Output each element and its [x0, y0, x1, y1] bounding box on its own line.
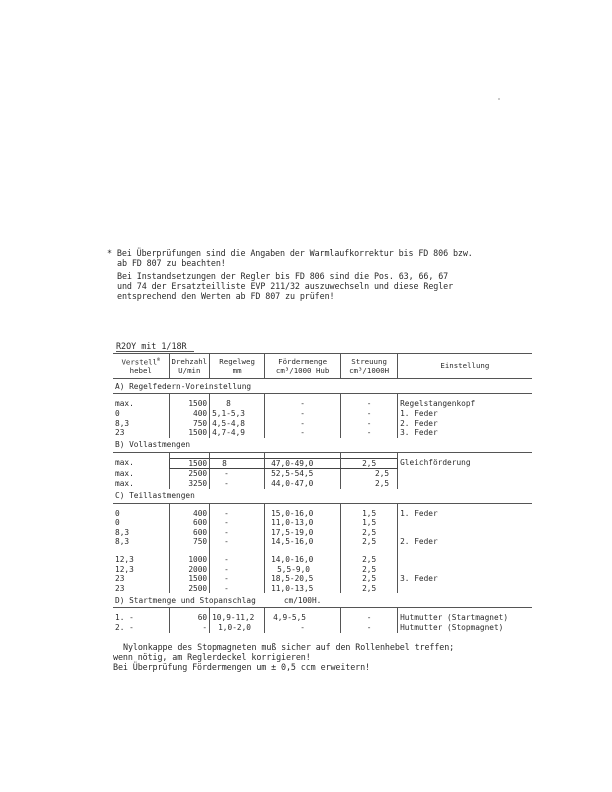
cell-hebel: 23	[115, 574, 125, 584]
cell-drehzahl: 1500	[169, 399, 210, 409]
cell-streuung: 2,5	[341, 469, 398, 479]
cell-hebel: 8,3	[115, 537, 130, 547]
cell-hebel: 23	[115, 428, 125, 438]
section-c-title: C) Teillastmengen	[115, 491, 195, 501]
cell-menge: 5,5-9,0	[265, 565, 341, 575]
table-row	[113, 528, 532, 538]
table-header-row	[113, 354, 532, 379]
cell-streuung: 1,5	[341, 518, 398, 528]
cell-hebel: 2. -	[115, 622, 134, 632]
cell-hebel: max.	[115, 399, 134, 409]
table-row	[113, 565, 532, 575]
footer-line-1: Nylonkappe des Stopmagneten muß sicher auf den Rollenhebel treffen;	[123, 642, 455, 652]
cell-drehzahl: 3250	[169, 479, 210, 489]
cell-menge: -	[265, 419, 341, 429]
cell-hebel: max.	[115, 479, 134, 489]
cell-hebel: 0	[115, 409, 120, 419]
cell-menge: -	[265, 428, 341, 438]
table-row	[113, 469, 532, 479]
cell-menge: 15,0-16,0	[265, 509, 341, 519]
cell-drehzahl: 400	[169, 509, 210, 519]
cell-einstellung: 1. Feder	[398, 509, 532, 519]
cell-drehzahl: 1500	[169, 428, 210, 438]
cell-einstellung	[398, 565, 532, 575]
header-regelweg: Regelweg mm	[210, 354, 265, 379]
cell-einstellung	[398, 555, 532, 565]
cell-drehzahl: 2500	[169, 584, 210, 594]
section-a-title: A) Regelfedern-Voreinstellung	[115, 381, 252, 391]
cell-hebel: 0	[115, 518, 120, 528]
cell-einstellung: Hutmutter (Startmagnet)	[398, 613, 532, 623]
cell-menge: 14,5-16,0	[265, 537, 341, 547]
cell-regelweg: 8	[210, 399, 265, 409]
table-row	[113, 584, 532, 594]
cell-hebel: max.	[115, 458, 134, 468]
cell-drehzahl: 1500	[169, 458, 210, 469]
cell-regelweg: 5,1-5,3	[210, 409, 265, 419]
cell-einstellung: Hutmutter (Stopmagnet)	[398, 623, 532, 633]
cell-streuung: -	[341, 399, 398, 409]
section-b-title: B) Vollastmengen	[115, 440, 191, 450]
cell-regelweg: -	[210, 518, 265, 528]
cell-streuung: 2,5	[341, 479, 398, 489]
cell-drehzahl: 1500	[169, 574, 210, 584]
cell-hebel: 0	[115, 508, 120, 518]
cell-streuung: -	[341, 428, 398, 438]
cell-regelweg: -	[210, 469, 265, 479]
table-row	[113, 613, 532, 623]
cell-regelweg: 4,7-4,9	[210, 428, 265, 438]
header-einstellung: Einstellung	[398, 354, 532, 379]
cell-regelweg: -	[210, 584, 265, 594]
cell-streuung: 2,5	[341, 555, 398, 565]
cell-menge: 52,5-54,5	[265, 469, 341, 479]
cell-menge: 47,0-49,0	[265, 458, 341, 469]
note-line-4: und 74 der Ersatzteilliste EVP 211/32 auszuwechseln und diese Regler	[117, 281, 454, 291]
cell-einstellung: 3. Feder	[398, 428, 532, 438]
cell-einstellung	[398, 479, 532, 489]
section-header	[113, 379, 532, 392]
cell-drehzahl: 600	[169, 518, 210, 528]
note-line-5: entsprechend den Werten ab FD 807 zu prüfen!	[117, 291, 335, 301]
cell-regelweg: -	[210, 537, 265, 547]
cell-menge: -	[265, 399, 341, 409]
cell-drehzahl: 2000	[169, 565, 210, 575]
footer-line-3: Bei Überprüfung Fördermengen um ± 0,5 ccm erweitern!	[113, 662, 370, 672]
table-row	[113, 509, 532, 519]
header-drehzahl: Drehzahl U/min	[169, 354, 210, 379]
cell-drehzahl: -	[169, 623, 210, 633]
cell-streuung: 2,5	[341, 565, 398, 575]
table-title: R2OY mit 1/18R	[116, 341, 187, 351]
cell-hebel: 12,3	[115, 564, 134, 574]
cell-menge: 11,0-13,0	[265, 518, 341, 528]
cell-einstellung	[398, 469, 532, 479]
cell-regelweg: -	[210, 528, 265, 538]
header-verstellhebel: Verstell® hebel	[121, 357, 161, 376]
cell-drehzahl: 1000	[169, 555, 210, 565]
cell-regelweg: -	[210, 555, 265, 565]
cell-menge: 44,0-47,0	[265, 479, 341, 489]
note-line-2: ab FD 807 zu beachten!	[117, 258, 226, 268]
cell-regelweg: -	[210, 479, 265, 489]
note-line-3: Bei Instandsetzungen der Regler bis FD 806 sind die Pos. 63, 66, 67	[117, 271, 449, 281]
header-streuung: Streuung cm³/1000H	[341, 354, 398, 379]
table-title-underline	[116, 351, 194, 352]
cell-einstellung	[398, 518, 532, 528]
cell-streuung: 2,5	[341, 574, 398, 584]
section-header	[113, 593, 532, 605]
table-row	[113, 428, 532, 438]
section-d-unit: cm/100H.	[283, 595, 322, 605]
cell-streuung: 2,5	[341, 528, 398, 538]
scan-speck	[498, 98, 500, 100]
cell-menge: 4,9-5,5	[265, 613, 341, 623]
cell-einstellung	[398, 528, 532, 538]
cell-drehzahl: 400	[169, 409, 210, 419]
cell-streuung: 2,5	[341, 458, 398, 469]
cell-drehzahl: 2500	[169, 469, 210, 479]
cell-streuung: 2,5	[341, 537, 398, 547]
cell-drehzahl: 60	[169, 613, 210, 623]
cell-hebel: 8,3	[115, 418, 130, 428]
table-row	[113, 409, 532, 419]
table-row-highlighted	[113, 458, 532, 469]
cell-einstellung: Gleichförderung	[398, 458, 532, 469]
cell-hebel: 8,3	[115, 527, 130, 537]
cell-einstellung: 1. Feder	[398, 409, 532, 419]
cell-hebel: 12,3	[115, 555, 134, 564]
cell-menge: 11,0-13,5	[265, 584, 341, 594]
table-row	[113, 555, 532, 565]
cell-regelweg: -	[210, 574, 265, 584]
cell-drehzahl: 600	[169, 528, 210, 538]
cell-menge: 14,0-16,0	[265, 555, 341, 565]
cell-menge: -	[265, 409, 341, 419]
table-row	[113, 479, 532, 489]
header-foerdermenge: Fördermenge cm³/1000 Hub	[265, 354, 341, 379]
cell-menge: 17,5-19,0	[265, 528, 341, 538]
footer-line-2: wenn nötig, am Reglerdeckel korrigieren!	[113, 652, 311, 662]
cell-einstellung: 2. Feder	[398, 419, 532, 429]
table-row	[113, 623, 532, 633]
table-row	[113, 518, 532, 528]
cell-regelweg: 10,9-11,2	[210, 613, 265, 623]
cell-hebel: 23	[115, 583, 125, 593]
table-row	[113, 537, 532, 547]
note-line-1: * Bei Überprüfungen sind die Angaben der Warmlaufkorrektur bis FD 806 bzw.	[107, 248, 473, 258]
cell-drehzahl: 750	[169, 419, 210, 429]
cell-regelweg: 1,0-2,0	[210, 623, 265, 633]
cell-drehzahl: 750	[169, 537, 210, 547]
section-d-title: D) Startmenge und Stopanschlag	[115, 595, 256, 605]
cell-regelweg: -	[210, 565, 265, 575]
cell-streuung: -	[341, 419, 398, 429]
table-row	[113, 399, 532, 409]
cell-einstellung: 3. Feder	[398, 574, 532, 584]
table-row	[113, 419, 532, 429]
cell-regelweg: 4,5-4,8	[210, 419, 265, 429]
cell-menge: 18,5-20,5	[265, 574, 341, 584]
cell-streuung: -	[341, 409, 398, 419]
cell-streuung: -	[341, 623, 398, 633]
cell-streuung: 2,5	[341, 584, 398, 594]
table-row	[113, 574, 532, 584]
cell-regelweg: 8	[210, 458, 265, 469]
section-header	[113, 438, 532, 450]
cell-streuung: 1,5	[341, 509, 398, 519]
cell-hebel: 1. -	[115, 613, 134, 623]
cell-einstellung	[398, 584, 532, 594]
cell-regelweg: -	[210, 509, 265, 519]
cell-menge: -	[265, 623, 341, 633]
regulator-spec-table	[113, 353, 532, 633]
cell-einstellung: 2. Feder	[398, 537, 532, 547]
cell-hebel: max.	[115, 468, 134, 478]
section-header	[113, 489, 532, 501]
cell-streuung: -	[341, 613, 398, 623]
cell-einstellung: Regelstangenkopf	[398, 399, 532, 409]
